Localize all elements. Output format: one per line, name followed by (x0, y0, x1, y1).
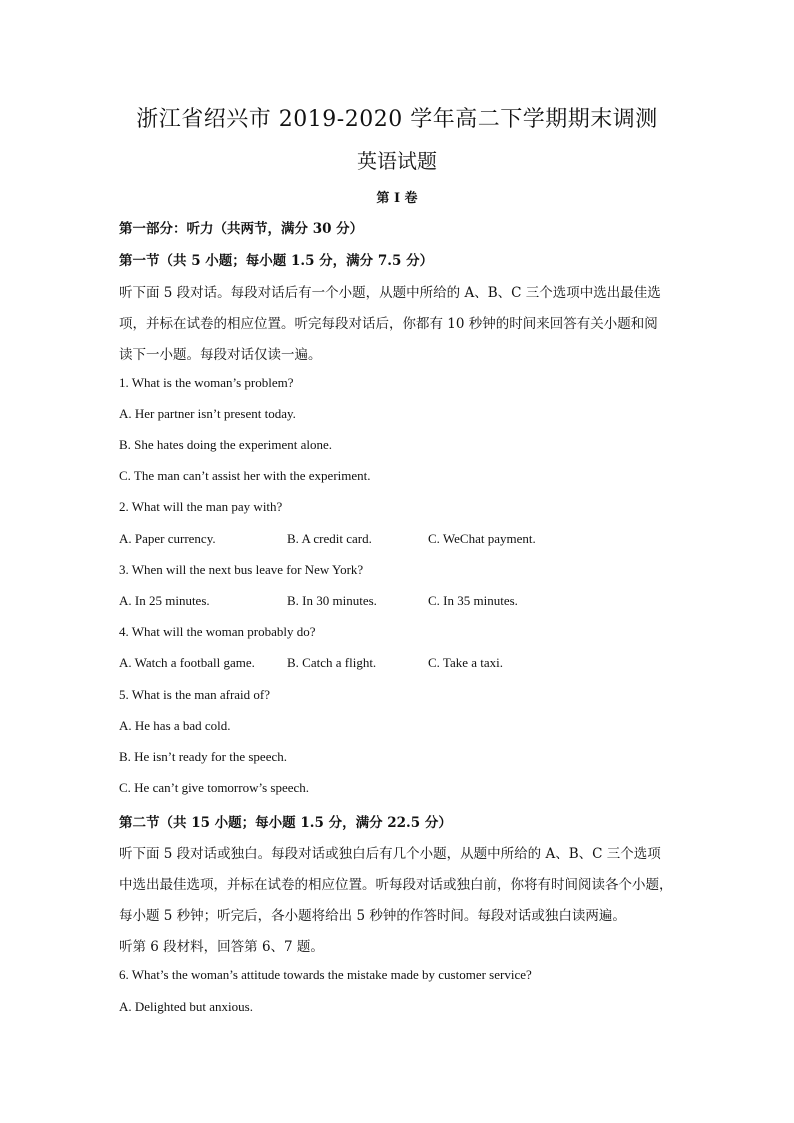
question-2-option-a: A. Paper currency. (119, 531, 216, 546)
question-4-option-b: B. Catch a flight. (287, 655, 377, 670)
volume-label: 第 I 卷 (376, 191, 418, 206)
page-title: 浙江省绍兴市 2019-2020 学年高二下学期期末调测 (136, 107, 658, 132)
question-2-option-c: C. WeChat payment. (428, 531, 536, 546)
question-4: 4. What will the woman probably do? (119, 624, 316, 639)
question-5: 5. What is the man afraid of? (119, 687, 271, 702)
question-2-option-b: B. A credit card. (287, 531, 372, 546)
section2-instruction-line: 中选出最佳选项，并标在试卷的相应位置。听每段对话或独白前，你将有时间阅读各个小题， (119, 877, 673, 893)
section1-instruction-line: 听下面 5 段对话。每段对话后有一个小题，从题中所给的 A、B、C 三个选项中选出最佳选 (119, 285, 661, 301)
section1-instruction-line: 项，并标在试卷的相应位置。听完每段对话后，你都有 10 秒钟的时间来回答有关小题和阅 (119, 316, 658, 332)
section2-heading: 第二节（共 15 小题；每小题 1.5 分，满分 22.5 分） (119, 815, 452, 831)
question-4-option-a: A. Watch a football game. (119, 655, 255, 670)
question-5-option-c: C. He can’t give tomorrow’s speech. (119, 780, 310, 795)
question-3-option-c: C. In 35 minutes. (428, 593, 518, 608)
question-3-option-b: B. In 30 minutes. (287, 593, 377, 608)
question-5-option-a: A. He has a bad cold. (119, 718, 231, 733)
question-5-option-b: B. He isn’t ready for the speech. (119, 749, 287, 764)
question-6-option-a: A. Delighted but anxious. (119, 999, 253, 1014)
question-1-option-a: A. Her partner isn’t present today. (119, 406, 296, 421)
question-1: 1. What is the woman’s problem? (119, 375, 294, 390)
section2-instruction-line: 每小题 5 秒钟；听完后，各小题将给出 5 秒钟的作答时间。每段对话或独白读两遍。 (119, 908, 626, 924)
section2-instruction-line: 听下面 5 段对话或独白。每段对话或独白后有几个小题，从题中所给的 A、B、C 三个选项 (119, 846, 661, 862)
question-1-option-c: C. The man can’t assist her with the experiment. (119, 468, 371, 483)
section1-instruction-line: 读下一小题。每段对话仅读一遍。 (119, 347, 322, 363)
material-note: 听第 6 段材料，回答第 6、7 题。 (119, 939, 324, 955)
question-4-option-c: C. Take a taxi. (428, 655, 504, 670)
question-6: 6. What’s the woman’s attitude towards the mistake made by customer service? (119, 967, 532, 982)
part1-heading: 第一部分：听力（共两节，满分 30 分） (119, 221, 364, 237)
question-2: 2. What will the man pay with? (119, 499, 283, 514)
question-1-option-b: B. She hates doing the experiment alone. (119, 437, 333, 452)
page-subtitle: 英语试题 (357, 149, 437, 173)
section1-heading: 第一节（共 5 小题；每小题 1.5 分，满分 7.5 分） (119, 253, 434, 269)
question-3: 3. When will the next bus leave for New York? (119, 562, 364, 577)
question-3-option-a: A. In 25 minutes. (119, 593, 210, 608)
